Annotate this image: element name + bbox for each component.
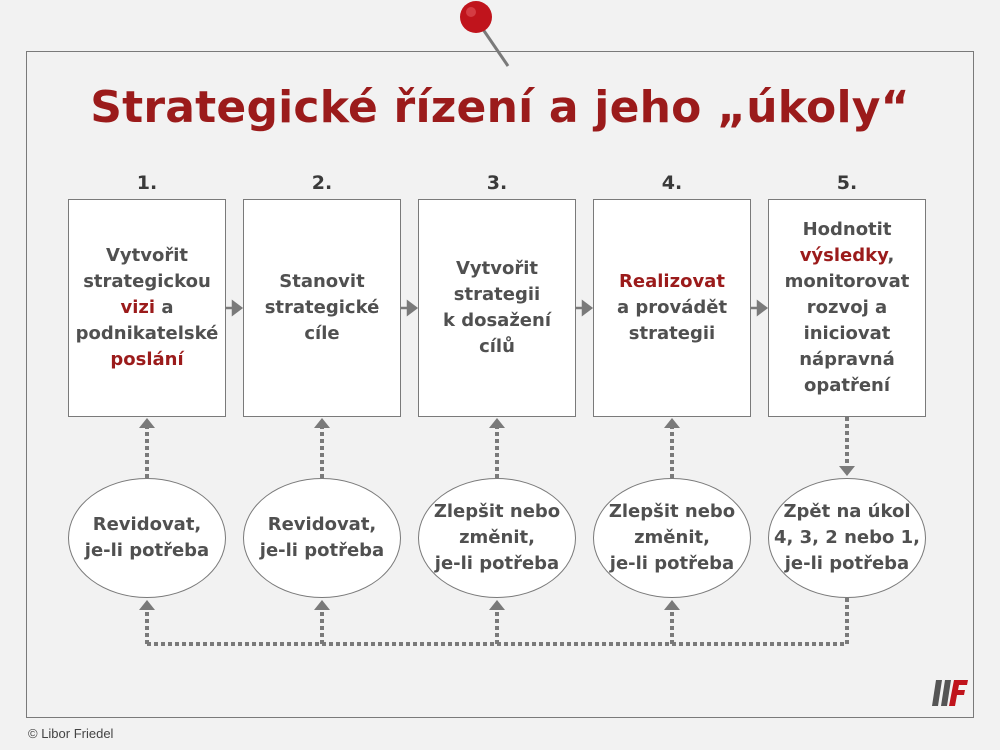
step-text-part: iniciovat xyxy=(803,323,891,344)
copyright-text: © Libor Friedel xyxy=(28,726,114,741)
step-text xyxy=(617,269,727,347)
oval-text xyxy=(609,499,735,577)
oval-text-line: je-li potřeba xyxy=(434,553,560,574)
step-number: 5. xyxy=(836,172,858,194)
step-text xyxy=(443,256,551,360)
review-oval xyxy=(768,478,926,598)
step-box xyxy=(243,199,401,417)
oval-text-line: je-li potřeba xyxy=(784,553,910,574)
oval-text xyxy=(260,512,384,564)
oval-text xyxy=(434,499,560,577)
step-text-part: nápravná xyxy=(799,349,895,370)
oval-text-line: 4, 3, 2 nebo 1, xyxy=(774,527,920,548)
step-number: 3. xyxy=(486,172,508,194)
oval-text-line: je-li potřeba xyxy=(259,540,385,561)
oval-text xyxy=(85,512,209,564)
review-oval xyxy=(68,478,226,598)
step-text-part: cíle xyxy=(304,323,340,344)
step-text xyxy=(76,243,219,373)
step-text xyxy=(265,269,380,347)
step-number: 4. xyxy=(661,172,683,194)
oval-text xyxy=(774,499,920,577)
step-text-part: Hodnotit xyxy=(802,219,892,240)
step-text-part: strategii xyxy=(453,284,541,305)
step-box xyxy=(593,199,751,417)
step-text-part: strategickou xyxy=(83,271,211,292)
step-box xyxy=(768,199,926,417)
oval-text-line: je-li potřeba xyxy=(609,553,735,574)
step-text-part: strategické xyxy=(264,297,380,318)
step-text-part: opatření xyxy=(803,375,891,396)
oval-text-line: změnit, xyxy=(634,527,710,548)
highlighted-text: výsledky xyxy=(799,245,888,266)
review-oval xyxy=(243,478,401,598)
page-title: Strategické řízení a jeho „úkoly“ xyxy=(90,82,910,133)
author-logo-icon xyxy=(930,672,970,712)
highlighted-text: poslání xyxy=(110,349,184,370)
highlighted-text: Realizovat xyxy=(619,271,725,292)
step-text-part: Vytvořit xyxy=(105,245,188,266)
step-number: 1. xyxy=(136,172,158,194)
step-number: 2. xyxy=(311,172,333,194)
step-text-part: Stanovit xyxy=(279,271,365,292)
step-text-part: rozvoj a xyxy=(806,297,888,318)
step-text-part: strategii xyxy=(628,323,716,344)
step-box xyxy=(418,199,576,417)
highlighted-text: vizi xyxy=(120,297,156,318)
step-text-part: k dosažení xyxy=(442,310,552,331)
step-text-part: cílů xyxy=(479,336,515,357)
oval-text-line: Zlepšit nebo xyxy=(433,501,561,522)
oval-text-line: Zpět na úkol xyxy=(783,501,911,522)
review-oval xyxy=(418,478,576,598)
step-text-part: monitorovat xyxy=(784,271,910,292)
step-box xyxy=(68,199,226,417)
oval-text-line: změnit, xyxy=(459,527,535,548)
oval-text-line: Revidovat, xyxy=(92,514,202,535)
step-text-part: a xyxy=(155,297,174,318)
oval-text-line: Revidovat, xyxy=(267,514,377,535)
step-text-part: , xyxy=(887,245,895,266)
step-text-part: a provádět xyxy=(616,297,728,318)
step-text-part: Vytvořit xyxy=(455,258,539,279)
oval-text-line: je-li potřeba xyxy=(84,540,210,561)
oval-text-line: Zlepšit nebo xyxy=(608,501,736,522)
review-oval xyxy=(593,478,751,598)
step-text-part: podnikatelské xyxy=(75,323,219,344)
step-text xyxy=(785,217,910,399)
